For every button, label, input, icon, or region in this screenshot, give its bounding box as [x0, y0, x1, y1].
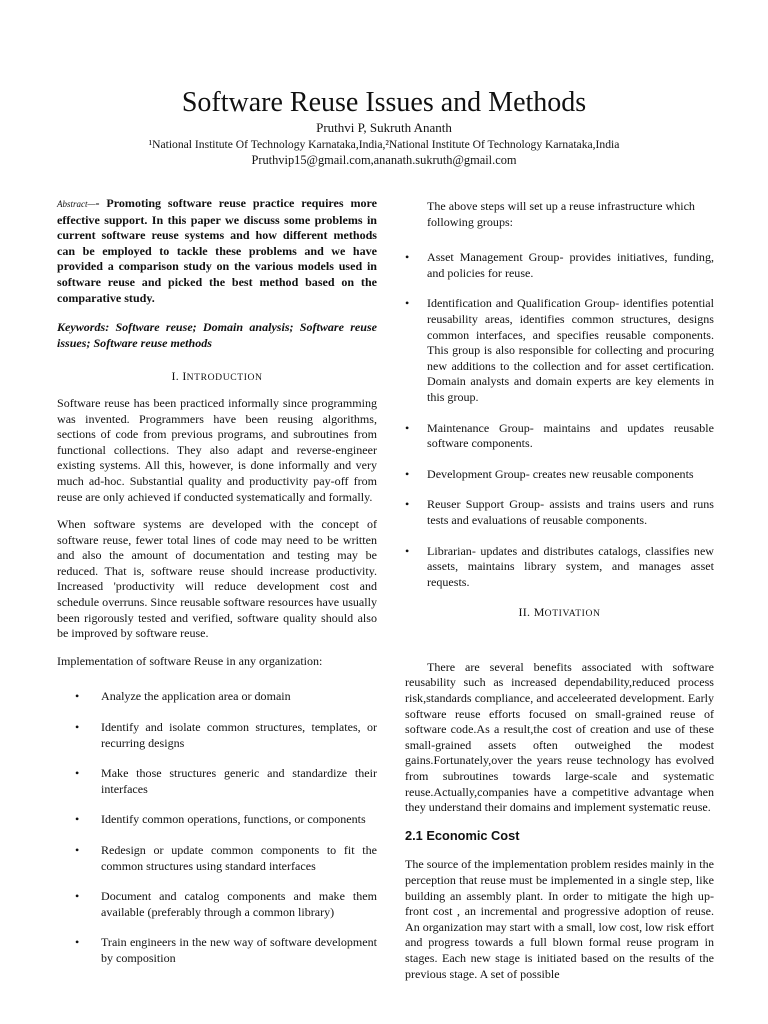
list-item-text: Maintenance Group- maintains and updates reusable software components. [427, 420, 714, 451]
section-2-initial: M [533, 605, 545, 620]
list-item [57, 889, 377, 920]
groups-intro: The above steps will set up a reuse infrastructure which following groups: [427, 199, 695, 229]
list-item-text: Identification and Qualification Group- identifies potential reusability areas, identifies common structures, designs common interfaces, and specifies reusable components. This group is also responsible for collecting and procuring new additions to the collection and for asset certification. Domain analysts and domain experts are key elements in this group. [427, 296, 714, 404]
list-item-text: Development Group- creates new reusable components [427, 466, 694, 481]
section-1-number: I. [171, 369, 180, 384]
list-item-text: Train engineers in the new way of software development by composition [101, 935, 377, 965]
list-item [405, 296, 714, 405]
economic-cost-paragraph: The source of the implementation problem resides mainly in the perception that reuse must be implemented in a single step, like building an assembly plant. In order to mitigate the high up-front cost , an incremental and progressive adoption of reuse. An organization may start with a small, low cost, low risk effort and progress towards a full blown formal reuse program in stages. Each new stage is initiated based on the results of the previous stage. A set of possible [405, 857, 714, 981]
list-item [405, 544, 714, 591]
bullet-icon: • [75, 720, 80, 735]
list-item-text: Reuser Support Group- assists and trains users and runs tests and evaluations of reusable components. [427, 497, 714, 527]
keywords: Keywords: Software reuse; Domain analysis; Software reuse issues; Software reuse methods [57, 320, 377, 350]
motivation-paragraph: There are several benefits associated with software reusability such as increased dependability,reduced process risk,standards compliance, and acceleerated development. Early software reuse efforts focused on small-grained reuse of software code.As a result,the cost of creation and use of these small-grained assets often outweighed the modest gains.Fortunately,over the years reuse technology has evolved from subroutines towards large-scale and systematic reuse.Actually,companies have a competitive advantage when they understand their domains and implement systematic reuse. [405, 659, 714, 815]
section-2-heading [405, 605, 714, 622]
list-item-text: Document and catalog components and make them available (preferably through a common library) [101, 889, 377, 919]
bullet-icon: • [405, 250, 410, 265]
implementation-steps-list [57, 689, 377, 966]
abstract [57, 196, 377, 306]
section-1-heading [57, 369, 377, 386]
list-item-text: Analyze the application area or domain [101, 689, 291, 704]
list-item [57, 766, 377, 797]
list-item [57, 843, 377, 874]
subsection-heading: 2.1 Economic Cost [405, 827, 520, 843]
section-2-title-rest: OTIVATION [544, 608, 601, 620]
bullet-icon: • [405, 497, 410, 512]
paper-affiliation: ¹National Institute Of Technology Karnataka,India,²National Institute Of Technology Karnataka,India [148, 138, 620, 151]
intro-paragraph-1: Software reuse has been practiced informally since programming was invented. Programmers have been reusing algorithms, sections of code from previous programs, and subroutines from functional collections. They also adapt and reverse-engineer existing systems. All this, however, is done informally and very much ad-hoc. Substantial quality and productivity pay-off from reuse are only achieved if conducted systematically and formally. [57, 395, 377, 504]
list-item [57, 812, 377, 828]
abstract-label: Abstract— [57, 199, 96, 209]
bullet-icon: • [75, 843, 80, 857]
section-2-number: II. [518, 605, 531, 620]
list-item [405, 421, 714, 452]
abstract-text: - Promoting software reuse practice requires more effective support. In this paper we discuss some problems in current software reuse systems and how different methods can be employed to tackle these problems and we have provided a comparison study on the various models used in software reuse and picked the best method based on the comparative study. [57, 196, 377, 305]
left-column [57, 196, 377, 982]
section-1-initial: I [182, 369, 187, 384]
bullet-icon: • [405, 420, 410, 435]
section-1-title-rest: NTRODUCTION [186, 372, 263, 384]
list-item [405, 250, 714, 281]
bullet-icon: • [75, 766, 80, 781]
list-item [57, 935, 377, 966]
paper-title: Software Reuse Issues and Methods [181, 86, 587, 118]
list-item [57, 689, 377, 705]
bullet-icon: • [75, 689, 80, 704]
list-item [405, 497, 714, 528]
paper-emails: Pruthvip15@gmail.com,ananath.sukruth@gmail.com [251, 153, 517, 167]
bullet-icon: • [405, 543, 410, 558]
intro-paragraph-3: Implementation of software Reuse in any organization: [57, 653, 323, 668]
reuse-groups-list [405, 250, 714, 590]
list-item-text: Asset Management Group- provides initiatives, funding, and policies for reuse. [427, 250, 714, 280]
paper-authors: Pruthvi P, Sukruth Ananth [316, 120, 452, 135]
list-item-text: Redesign or update common components to fit the common structures using standard interfaces [101, 843, 377, 873]
bullet-icon: • [405, 466, 410, 481]
list-item-text: Identify and isolate common structures, templates, or recurring designs [101, 720, 377, 750]
list-item-text: Identify common operations, functions, or components [101, 812, 366, 827]
list-item [405, 467, 714, 483]
intro-paragraph-2: When software systems are developed with the concept of software reuse, fewer total lines of code may need to be written and also the amount of documentation and testing may be reduced. That is, software reuse should increase productivity. Increased 'productivity will reduce development cost and schedule overruns. Since reusable software resources have usually been rigorously tested and verified, software quality should also be improved by software reuse. [57, 517, 377, 641]
bullet-icon: • [75, 935, 80, 950]
list-item-text: Librarian- updates and distributes catalogs, classifies new assets, maintains library system, and manages asset requests. [427, 543, 714, 589]
list-item-text: Make those structures generic and standardize their interfaces [101, 766, 377, 796]
right-column [405, 199, 714, 994]
list-item [57, 720, 377, 751]
bullet-icon: • [75, 812, 80, 827]
bullet-icon: • [75, 889, 80, 904]
bullet-icon: • [405, 296, 410, 311]
